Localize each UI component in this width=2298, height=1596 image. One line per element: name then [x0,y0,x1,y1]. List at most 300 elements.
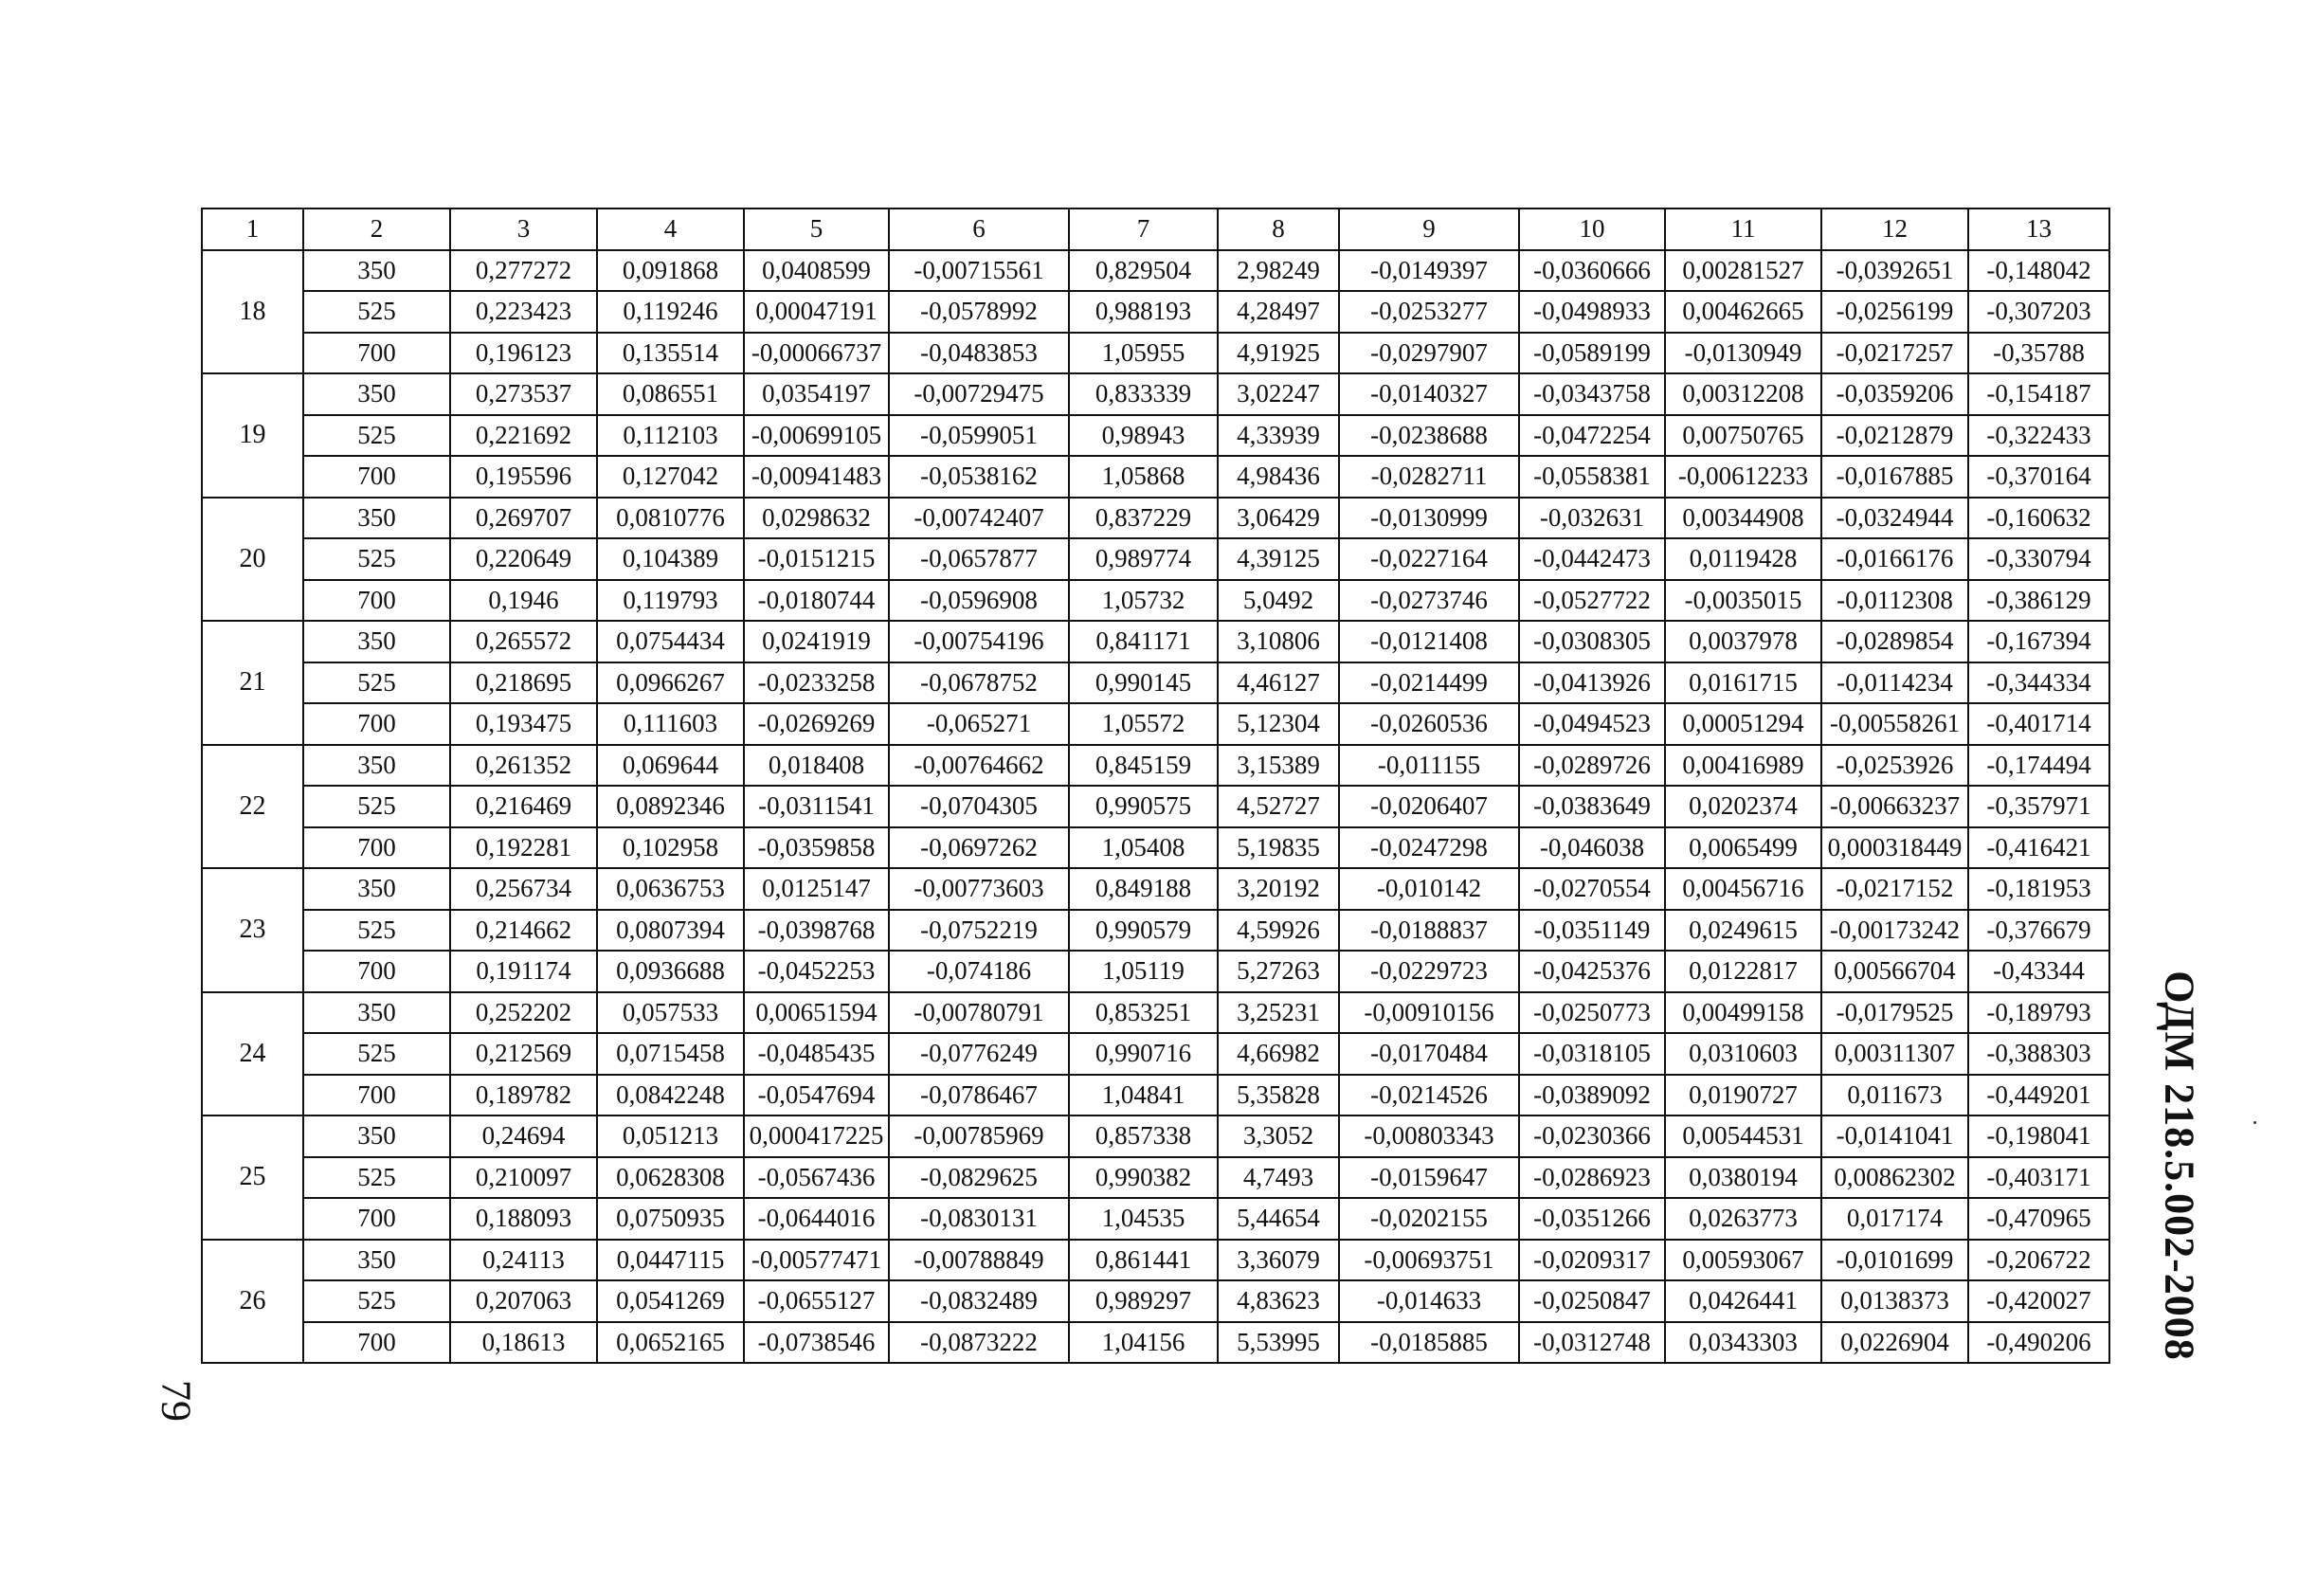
table-cell: 5,53995 [1218,1322,1339,1364]
table-cell: -0,010142 [1339,868,1519,910]
table-cell: -0,0697262 [889,827,1069,869]
table-cell: -0,330794 [1968,538,2109,580]
table-row [202,498,2109,539]
table-cell: 0,0541269 [597,1280,744,1322]
table-cell: 4,28497 [1218,291,1339,333]
table-cell: 700 [303,333,450,374]
table-cell: 0,0408599 [744,250,889,292]
table-cell: 0,104389 [597,538,744,580]
table-cell: 350 [303,868,450,910]
table-cell: 0,833339 [1069,373,1218,415]
table-cell: 0,252202 [450,992,597,1034]
table-cell: -0,386129 [1968,580,2109,622]
table-cell: -0,0589199 [1519,333,1665,374]
table-cell: -0,0308305 [1519,621,1665,662]
table-cell: -0,0413926 [1519,662,1665,704]
table-cell: -0,011155 [1339,745,1519,787]
table-cell: -0,370164 [1968,456,2109,498]
table-cell: 0,857338 [1069,1115,1218,1157]
table-cell: -0,0130949 [1665,333,1821,374]
table-cell: -0,160632 [1968,498,2109,539]
table-cell: -0,0289854 [1821,621,1968,662]
table-cell: 0,0298632 [744,498,889,539]
table-cell: -0,307203 [1968,291,2109,333]
table-cell: -0,0233258 [744,662,889,704]
table-cell: 0,24694 [450,1115,597,1157]
table-cell: 350 [303,745,450,787]
table-header-row [202,209,2109,250]
table-cell: -0,0121408 [1339,621,1519,662]
table-row [202,333,2109,374]
table-cell: -0,0578992 [889,291,1069,333]
table-cell: -0,0738546 [744,1322,889,1364]
table-cell: 700 [303,1322,450,1364]
table-cell: -0,0227164 [1339,538,1519,580]
table-cell: 350 [303,992,450,1034]
table-cell: 0,00344908 [1665,498,1821,539]
table-cell: -0,00742407 [889,498,1069,539]
header-cell: 7 [1069,209,1218,250]
table-cell: -0,0359206 [1821,373,1968,415]
table-row [202,1280,2109,1322]
table-cell: 525 [303,291,450,333]
table-cell: 2,98249 [1218,250,1339,292]
table-cell: 350 [303,621,450,662]
table-cell: -0,0494523 [1519,703,1665,745]
table-cell: 4,98436 [1218,456,1339,498]
table-cell: -0,0112308 [1821,580,1968,622]
table-cell: -0,0202155 [1339,1198,1519,1240]
table-cell: 0,00499158 [1665,992,1821,1034]
table-row [202,910,2109,952]
table-cell: -0,00788849 [889,1240,1069,1281]
table-cell: 0,0628308 [597,1157,744,1199]
table-cell: -0,0260536 [1339,703,1519,745]
table-cell: -0,0829625 [889,1157,1069,1199]
table-cell: -0,0644016 [744,1198,889,1240]
table-cell: 4,83623 [1218,1280,1339,1322]
table-cell: -0,154187 [1968,373,2109,415]
table-cell: 0,0354197 [744,373,889,415]
table-cell: -0,0678752 [889,662,1069,704]
scan-speck [2253,1121,2256,1124]
table-cell: 0,069644 [597,745,744,787]
table-cell: 3,10806 [1218,621,1339,662]
table-cell: 0,0122817 [1665,951,1821,992]
table-cell: 525 [303,662,450,704]
header-cell: 12 [1821,209,1968,250]
table-cell: -0,401714 [1968,703,2109,745]
table-cell: 0,0807394 [597,910,744,952]
table-cell: -0,0567436 [744,1157,889,1199]
table-cell: 0,0241919 [744,621,889,662]
header-cell: 5 [744,209,889,250]
header-cell: 6 [889,209,1069,250]
table-cell: -0,0250847 [1519,1280,1665,1322]
table-cell: -0,0238688 [1339,415,1519,457]
table-cell: -0,0229723 [1339,951,1519,992]
table-row [202,1240,2109,1281]
table-cell: 700 [303,951,450,992]
table-cell: -0,0832489 [889,1280,1069,1322]
table-cell: -0,0547694 [744,1075,889,1116]
table-cell: 1,05572 [1069,703,1218,745]
table-cell: 5,35828 [1218,1075,1339,1116]
table-cell: -0,0286923 [1519,1157,1665,1199]
table-cell: -0,00066737 [744,333,889,374]
table-row [202,373,2109,415]
table-cell: 0,0892346 [597,786,744,827]
table-cell: 0,195596 [450,456,597,498]
table-cell: 0,853251 [1069,992,1218,1034]
table-cell: 0,00051294 [1665,703,1821,745]
header-cell: 3 [450,209,597,250]
table-cell: 1,05868 [1069,456,1218,498]
table-cell: 350 [303,250,450,292]
table-cell: 0,256734 [450,868,597,910]
table-cell: -0,167394 [1968,621,2109,662]
table-cell: 0,273537 [450,373,597,415]
table-cell: -0,0343758 [1519,373,1665,415]
table-cell: 0,00456716 [1665,868,1821,910]
table-cell: 0,0380194 [1665,1157,1821,1199]
table-cell: 0,086551 [597,373,744,415]
table-row [202,250,2109,292]
table-cell: -0,0359858 [744,827,889,869]
table-cell: -0,416421 [1968,827,2109,869]
table-cell: 0,990575 [1069,786,1218,827]
table-cell: 0,18613 [450,1322,597,1364]
table-cell: 0,0138373 [1821,1280,1968,1322]
table-cell: -0,0256199 [1821,291,1968,333]
table-cell: -0,449201 [1968,1075,2109,1116]
table-cell: 0,990579 [1069,910,1218,952]
table-cell: -0,00941483 [744,456,889,498]
table-cell: 4,46127 [1218,662,1339,704]
data-table [201,208,2110,1364]
table-cell: -0,470965 [1968,1198,2109,1240]
table-cell: -0,0185885 [1339,1322,1519,1364]
table-cell: 0,0190727 [1665,1075,1821,1116]
table-cell: 0,845159 [1069,745,1218,787]
table-body [202,250,2109,1364]
table-cell: 0,829504 [1069,250,1218,292]
table-cell: -0,00612233 [1665,456,1821,498]
table-cell: -0,00663237 [1821,786,1968,827]
table-cell: 1,05119 [1069,951,1218,992]
table-cell: 0,00544531 [1665,1115,1821,1157]
table-cell: 0,841171 [1069,621,1218,662]
table-row [202,415,2109,457]
table-cell: -0,00577471 [744,1240,889,1281]
table-cell: -0,065271 [889,703,1069,745]
table-cell: -0,0253926 [1821,745,1968,787]
table-cell: -0,0214499 [1339,662,1519,704]
table-row [202,538,2109,580]
table-cell: 4,7493 [1218,1157,1339,1199]
table-cell: -0,00773603 [889,868,1069,910]
table-cell: 0,989774 [1069,538,1218,580]
table-cell: 0,0226904 [1821,1322,1968,1364]
table-cell: 3,06429 [1218,498,1339,539]
table-cell: 0,0754434 [597,621,744,662]
table-cell: 700 [303,456,450,498]
table-cell: 350 [303,1115,450,1157]
table-cell: 0,0750935 [597,1198,744,1240]
table-cell: 0,0249615 [1665,910,1821,952]
table-cell: -0,00715561 [889,250,1069,292]
table-cell: 0,0426441 [1665,1280,1821,1322]
table-cell: 1,04156 [1069,1322,1218,1364]
table-cell: -0,0311541 [744,786,889,827]
table-row [202,1033,2109,1075]
table-cell: 350 [303,498,450,539]
table-cell: 0,00281527 [1665,250,1821,292]
table-cell: 0,119246 [597,291,744,333]
table-row [202,1157,2109,1199]
table-cell: -0,35788 [1968,333,2109,374]
table-cell: 0,00593067 [1665,1240,1821,1281]
table-cell: -0,0159647 [1339,1157,1519,1199]
table-cell: 0,0936688 [597,951,744,992]
table-cell: -0,00558261 [1821,703,1968,745]
table-cell: -0,322433 [1968,415,2109,457]
table-cell: 525 [303,1157,450,1199]
table-cell: -0,0392651 [1821,250,1968,292]
table-cell: -0,43344 [1968,951,2109,992]
table-cell: 0,135514 [597,333,744,374]
table-cell: -0,0324944 [1821,498,1968,539]
table-cell: -0,0472254 [1519,415,1665,457]
table-cell: -0,00693751 [1339,1240,1519,1281]
table-cell: 1,05955 [1069,333,1218,374]
table-cell: 525 [303,538,450,580]
table-cell: -0,0483853 [889,333,1069,374]
table-cell: -0,00780791 [889,992,1069,1034]
table-cell: -0,420027 [1968,1280,2109,1322]
group-id-cell: 19 [202,373,303,498]
group-id-cell: 26 [202,1240,303,1364]
table-cell: -0,0209317 [1519,1240,1665,1281]
table-cell: -0,0776249 [889,1033,1069,1075]
table-cell: -0,0151215 [744,538,889,580]
table-cell: -0,490206 [1968,1322,2109,1364]
table-cell: -0,0312748 [1519,1322,1665,1364]
table-cell: 3,15389 [1218,745,1339,787]
table-cell: -0,014633 [1339,1280,1519,1322]
table-cell: -0,0247298 [1339,827,1519,869]
table-cell: 0,051213 [597,1115,744,1157]
table-cell: -0,0253277 [1339,291,1519,333]
table-cell: -0,0101699 [1821,1240,1968,1281]
table-row [202,992,2109,1034]
table-cell: 350 [303,373,450,415]
table-cell: 0,017174 [1821,1198,1968,1240]
table-cell: 0,0966267 [597,662,744,704]
table-cell: 0,091868 [597,250,744,292]
table-cell: 4,59926 [1218,910,1339,952]
table-cell: 0,98943 [1069,415,1218,457]
table-cell: -0,0297907 [1339,333,1519,374]
table-cell: -0,206722 [1968,1240,2109,1281]
table-cell: 4,66982 [1218,1033,1339,1075]
table-cell: 0,265572 [450,621,597,662]
table-cell: 0,0343303 [1665,1322,1821,1364]
table-cell: 0,188093 [450,1198,597,1240]
table-cell: 1,04841 [1069,1075,1218,1116]
table-cell: 0,269707 [450,498,597,539]
table-cell: 0,196123 [450,333,597,374]
table-cell: -0,0596908 [889,580,1069,622]
table-cell: 0,214662 [450,910,597,952]
table-cell: -0,00173242 [1821,910,1968,952]
table-cell: 0,057533 [597,992,744,1034]
header-cell: 1 [202,209,303,250]
table-cell: 0,0652165 [597,1322,744,1364]
table-cell: 0,018408 [744,745,889,787]
table-cell: -0,0270554 [1519,868,1665,910]
table-cell: -0,0498933 [1519,291,1665,333]
table-cell: -0,0452253 [744,951,889,992]
table-cell: 0,00416989 [1665,745,1821,787]
table-cell: 0,1946 [450,580,597,622]
table-cell: -0,403171 [1968,1157,2109,1199]
table-row [202,662,2109,704]
table-cell: 0,837229 [1069,498,1218,539]
table-cell: -0,0179525 [1821,992,1968,1034]
table-cell: 525 [303,415,450,457]
table-cell: -0,0351149 [1519,910,1665,952]
table-cell: 0,0842248 [597,1075,744,1116]
table-cell: 1,04535 [1069,1198,1218,1240]
table-cell: -0,0398768 [744,910,889,952]
table-cell: 0,00862302 [1821,1157,1968,1199]
table-cell: -0,0141041 [1821,1115,1968,1157]
table-cell: 0,216469 [450,786,597,827]
table-cell: 525 [303,786,450,827]
table-cell: 0,000417225 [744,1115,889,1157]
table-cell: -0,00754196 [889,621,1069,662]
table-cell: 4,52727 [1218,786,1339,827]
table-cell: -0,0830131 [889,1198,1069,1240]
table-cell: 0,102958 [597,827,744,869]
table-cell: 0,127042 [597,456,744,498]
header-cell: 4 [597,209,744,250]
table-cell: 0,00047191 [744,291,889,333]
table-cell: 0,990145 [1069,662,1218,704]
table-cell: -0,0250773 [1519,992,1665,1034]
table-cell: -0,0114234 [1821,662,1968,704]
table-cell: -0,0786467 [889,1075,1069,1116]
table-cell: -0,0206407 [1339,786,1519,827]
table-cell: 0,221692 [450,415,597,457]
table-cell: 0,193475 [450,703,597,745]
table-cell: 0,210097 [450,1157,597,1199]
table-cell: 0,00566704 [1821,951,1968,992]
table-cell: 5,0492 [1218,580,1339,622]
table-cell: 1,05732 [1069,580,1218,622]
table-cell: 0,189782 [450,1075,597,1116]
table-cell: -0,0704305 [889,786,1069,827]
table-cell: -0,0360666 [1519,250,1665,292]
table-cell: 0,849188 [1069,868,1218,910]
table-cell: 0,277272 [450,250,597,292]
table-cell: -0,0167885 [1821,456,1968,498]
table-cell: 0,990382 [1069,1157,1218,1199]
table-row [202,703,2109,745]
table-cell: 0,0119428 [1665,538,1821,580]
table-cell: 0,0125147 [744,868,889,910]
table-cell: -0,032631 [1519,498,1665,539]
table-cell: -0,0188837 [1339,910,1519,952]
header-cell: 9 [1339,209,1519,250]
table-row [202,1115,2109,1157]
table-cell: -0,148042 [1968,250,2109,292]
table-row [202,1075,2109,1116]
table-cell: 700 [303,703,450,745]
table-cell: -0,00803343 [1339,1115,1519,1157]
table-cell: -0,376679 [1968,910,2109,952]
table-cell: -0,388303 [1968,1033,2109,1075]
table-cell: -0,0873222 [889,1322,1069,1364]
table-cell: -0,0425376 [1519,951,1665,992]
table-cell: 0,207063 [450,1280,597,1322]
table-cell: -0,0442473 [1519,538,1665,580]
table-cell: 0,00750765 [1665,415,1821,457]
table-cell: 0,24113 [450,1240,597,1281]
table-row [202,868,2109,910]
table-cell: 0,988193 [1069,291,1218,333]
table-cell: 3,02247 [1218,373,1339,415]
table-cell: 0,990716 [1069,1033,1218,1075]
table-cell: -0,0599051 [889,415,1069,457]
group-id-cell: 23 [202,868,303,992]
table-cell: 5,44654 [1218,1198,1339,1240]
table-cell: -0,0383649 [1519,786,1665,827]
header-cell: 13 [1968,209,2109,250]
table-cell: -0,0170484 [1339,1033,1519,1075]
table-cell: 0,00462665 [1665,291,1821,333]
table-cell: 3,25231 [1218,992,1339,1034]
table-cell: 0,192281 [450,827,597,869]
table-cell: 4,39125 [1218,538,1339,580]
table-cell: -0,357971 [1968,786,2109,827]
table-cell: -0,0289726 [1519,745,1665,787]
group-id-cell: 20 [202,498,303,622]
table-cell: 0,0202374 [1665,786,1821,827]
table-cell: -0,181953 [1968,868,2109,910]
document-code-text: ОДМ 218.5.002-2008 [2156,970,2203,1361]
table-cell: 0,0037978 [1665,621,1821,662]
table-cell: -0,0351266 [1519,1198,1665,1240]
table-cell: 5,27263 [1218,951,1339,992]
table-cell: -0,0752219 [889,910,1069,952]
table-cell: 0,0161715 [1665,662,1821,704]
table-cell: 0,0447115 [597,1240,744,1281]
table-cell: -0,0282711 [1339,456,1519,498]
table-row [202,291,2109,333]
table-cell: 5,12304 [1218,703,1339,745]
table-cell: -0,0140327 [1339,373,1519,415]
table-cell: -0,0657877 [889,538,1069,580]
table-cell: 0,112103 [597,415,744,457]
table-cell: 0,220649 [450,538,597,580]
table-cell: 350 [303,1240,450,1281]
table-row [202,951,2109,992]
header-cell: 8 [1218,209,1339,250]
table-cell: -0,0230366 [1519,1115,1665,1157]
table-row [202,580,2109,622]
